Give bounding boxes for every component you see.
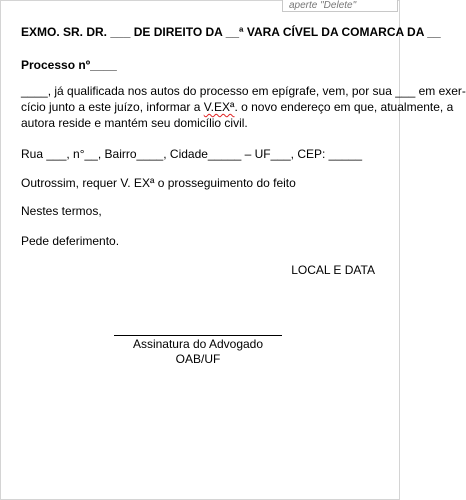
body-line-2-start: cício junto a este juízo, informar a (21, 100, 204, 114)
spellcheck-flagged-word[interactable]: V.EXª (203, 100, 235, 114)
closing-line-1: Nestes termos, (21, 204, 102, 218)
address-line: Rua ___, n°__, Bairro____, Cidade_____ – UF___, CEP: _____ (21, 147, 363, 161)
body-paragraph-line-3: autora reside e mantém seu domicílio civil. (21, 116, 248, 130)
signature-name: Assinatura do Advogado (132, 337, 264, 351)
request-line: Outrossim, requer V. EXª o prosseguimento do feito (21, 176, 296, 190)
body-line-2-end: . o novo endereço em que, atualmente, a (234, 100, 454, 114)
document-heading: EXMO. SR. DR. ___ DE DIREITO DA __ª VARA CÍVEL DA COMARCA DA __ (21, 25, 441, 39)
body-paragraph-line-2 (21, 99, 454, 115)
signature-registration: OAB/UF (175, 352, 221, 366)
delete-hint-tab[interactable]: aperte "Delete" (282, 0, 398, 12)
closing-line-2: Pede deferimento. (21, 234, 120, 248)
place-and-date: LOCAL E DATA (291, 263, 375, 277)
process-number-label: Processo nº____ (21, 58, 117, 72)
body-paragraph-line-1: ____, já qualificada nos autos do processo em epígrafe, vem, por sua ___ em exer- (21, 84, 466, 98)
